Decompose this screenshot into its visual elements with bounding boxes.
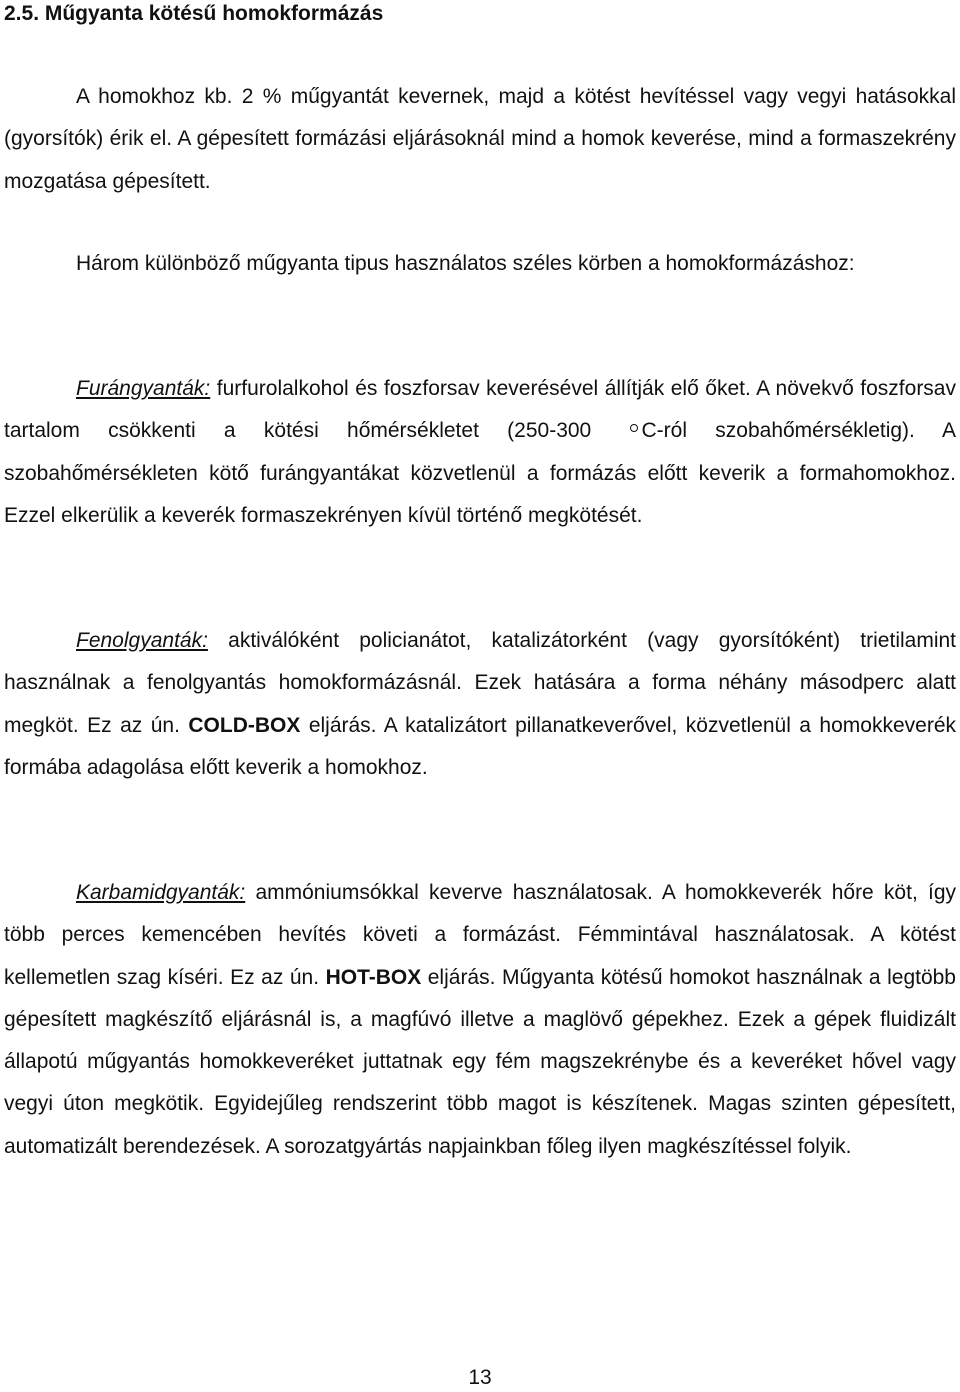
cold-box-label: COLD-BOX	[188, 713, 301, 737]
phenolic-resin-paragraph	[4, 620, 956, 789]
page-number: 13	[468, 1366, 492, 1389]
hot-box-label: HOT-BOX	[325, 965, 422, 989]
phenolic-resin-term: Fenolgyanták:	[76, 629, 208, 652]
section-heading: 2.5. Műgyanta kötésű homokformázás	[4, 2, 384, 25]
furan-resin-text-part-2: C-ról szobahőmérsékletig). A szobahőmérsékleten kötő furángyantákat közvetlenül a formázás előtt keverik a formahomokhoz. Ezzel elkerülik a keverék formaszekrényen kívül történő megkötését.	[4, 419, 956, 527]
furan-resin-paragraph	[4, 368, 956, 537]
urea-resin-paragraph	[4, 872, 956, 1168]
intro-paragraph: A homokhoz kb. 2 % műgyantát kevernek, majd a kötést hevítéssel vagy vegyi hatásokkal (gyorsítók) érik el. A gépesített formázási eljárásoknál mind a homok keverése, mind a formaszekrény mozgatása gépesített.	[4, 85, 956, 193]
resin-types-intro-paragraph: Három különböző műgyanta tipus használatos széles körben a homokformázáshoz:	[76, 252, 855, 275]
furan-resin-term: Furángyanták:	[76, 377, 211, 400]
phenolic-resin-text-part-2: eljárás. A katalizátort pillanatkeverővel, közvetlenül a homokkeverék formába adagolása előtt keverik a homokhoz.	[4, 713, 956, 779]
furan-resin-text-part-1: furfurolalkohol és foszforsav keverésével állítják elő őket. A növekvő foszforsav tartalom csökkenti a kötési hőmérsékletet (250-300	[4, 377, 956, 443]
phenolic-resin-text-part-1: aktiválóként policianátot, katalizátorként (vagy gyorsítóként) trietilamint használnak a fenolgyantás homokformázásnál. Ezek hatására a forma néhány másodperc alatt megköt. Ez az ún.	[4, 629, 956, 737]
urea-resin-term: Karbamidgyanták:	[76, 881, 246, 904]
urea-resin-text-part-2: eljárás. Műgyanta kötésű homokot használnak a legtöbb gépesített magkészítő eljárásnál is, a magfúvó illetve a maglövő gépekhez. Ezek a gépek fluidizált állapotú műgyantás homokkeveréket juttatnak egy fém magszekrénybe és a keveréket hővel vagy vegyi úton megkötik. Egyidejűleg rendszerint több magot is készítenek. Magas szinten gépesített, automatizált berendezések. A sorozatgyártás napjainkban főleg ilyen magkészítéssel folyik.	[4, 965, 956, 1158]
urea-resin-text-part-1: ammóniumsókkal keverve használatosak. A homokkeverék hőre köt, így több perces kemencében hevítés követi a formázást. Fémmintával használatosak. A kötést kellemetlen szag kíséri. Ez az ún.	[4, 881, 956, 989]
